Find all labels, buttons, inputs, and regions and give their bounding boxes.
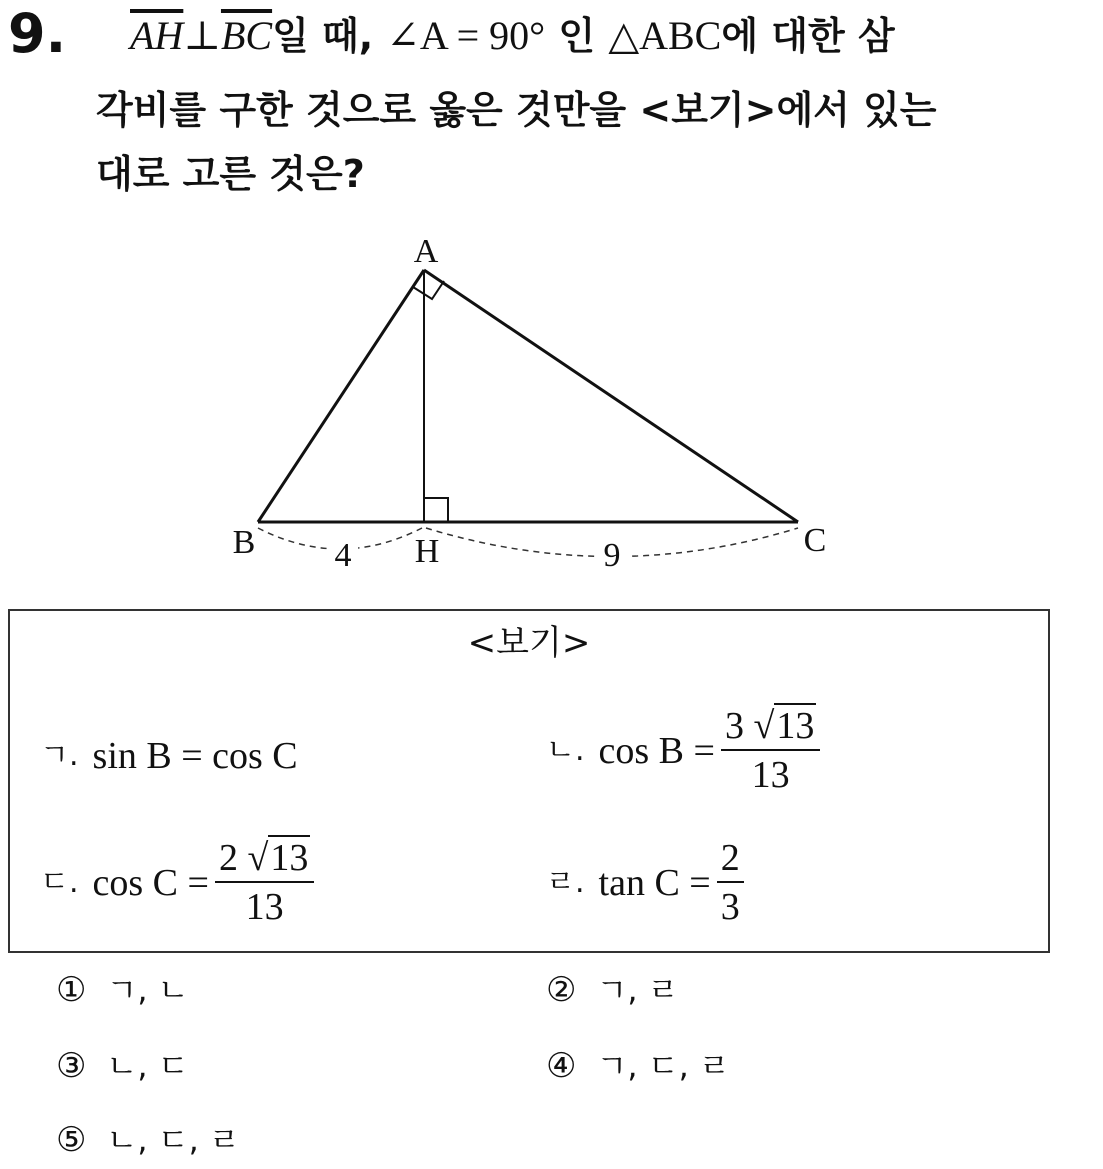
bogi-expr-rieul: tan C =	[598, 862, 711, 904]
bogi-expr-digeut: cos C =	[92, 862, 209, 904]
bogi-box	[8, 609, 1050, 953]
choice-3-number: ③	[56, 1046, 87, 1086]
fraction-nieun-denominator: 13	[751, 754, 790, 796]
perpendicular-symbol: ⊥	[183, 13, 221, 58]
choice-1-text: ㄱ, ㄴ	[106, 971, 189, 1009]
choice-3-text: ㄴ, ㄷ	[106, 1047, 189, 1085]
question-number: 9.	[8, 2, 67, 65]
choice-1-number: ①	[56, 970, 87, 1010]
choice-2-number: ②	[546, 970, 577, 1010]
choice-4-number: ④	[546, 1046, 577, 1086]
fraction-nieun	[721, 705, 820, 797]
triangle-figure	[200, 225, 860, 585]
side-ab	[258, 270, 424, 522]
bogi-label-giyeok: ㄱ.	[40, 738, 79, 773]
bogi-item-nieun	[546, 705, 820, 797]
question-line-1	[130, 10, 895, 62]
choice-1[interactable]	[56, 968, 189, 1013]
bogi-label-rieul: ㄹ.	[546, 865, 585, 900]
choice-4-text: ㄱ, ㄷ, ㄹ	[596, 1047, 730, 1085]
bogi-label-digeut: ㄷ.	[40, 865, 79, 900]
bogi-item-giyeok	[40, 733, 298, 779]
right-angle-mark-h	[424, 498, 448, 522]
bogi-item-rieul	[546, 837, 744, 929]
choice-4[interactable]	[546, 1044, 730, 1089]
bogi-label-nieun: ㄴ.	[546, 733, 585, 768]
foot-h-label: H	[414, 533, 440, 570]
bogi-item-digeut	[40, 837, 314, 929]
segment-ah: $\overline{AH}$	[130, 13, 184, 58]
radicand-digeut: 13	[270, 837, 309, 879]
choice-3[interactable]	[56, 1044, 189, 1089]
fraction-rieul-denominator: 3	[720, 886, 740, 928]
vertex-c-label: C	[803, 522, 827, 559]
question-text-2: 인	[558, 14, 596, 58]
segment-bc: $\overline{BC}$	[220, 13, 273, 58]
choice-5[interactable]	[56, 1118, 240, 1163]
vertex-b-label: B	[232, 524, 256, 561]
right-angle-mark-a	[413, 281, 444, 299]
vertex-a-label: A	[413, 233, 439, 270]
choice-5-text: ㄴ, ㄷ, ㄹ	[106, 1121, 240, 1159]
choice-2[interactable]	[546, 968, 679, 1013]
choice-2-text: ㄱ, ㄹ	[596, 971, 679, 1009]
choice-5-number: ⑤	[56, 1120, 87, 1160]
triangle-name: △ABC	[608, 13, 722, 58]
question-line-2: 각비를 구한 것으로 옳은 것만을 <보기>에서 있는	[96, 88, 937, 132]
angle-condition: ∠A = 90°	[386, 13, 546, 58]
length-hc-label: 9	[603, 537, 621, 574]
coef-nieun: 3	[724, 705, 744, 747]
fraction-rieul-numerator: 2	[717, 837, 744, 883]
bogi-title: <보기>	[467, 623, 591, 663]
fraction-rieul	[717, 837, 744, 929]
question-text-3: 에 대한 삼	[721, 14, 895, 58]
fraction-digeut-numerator: 2 √13	[215, 837, 314, 883]
fraction-digeut-denominator: 13	[245, 886, 284, 928]
bogi-expr-nieun: cos B =	[598, 730, 715, 772]
bogi-expr-giyeok: sin B = cos C	[92, 735, 298, 777]
radicand-nieun: 13	[776, 705, 815, 747]
question-line-3: 대로 고른 것은?	[96, 152, 365, 196]
fraction-nieun-numerator: 3 √13	[721, 705, 820, 751]
fraction-digeut	[215, 837, 314, 929]
coef-digeut: 2	[218, 837, 238, 879]
length-bh-label: 4	[334, 537, 352, 574]
question-text-1: 일 때,	[272, 14, 374, 58]
side-ac	[424, 270, 798, 522]
